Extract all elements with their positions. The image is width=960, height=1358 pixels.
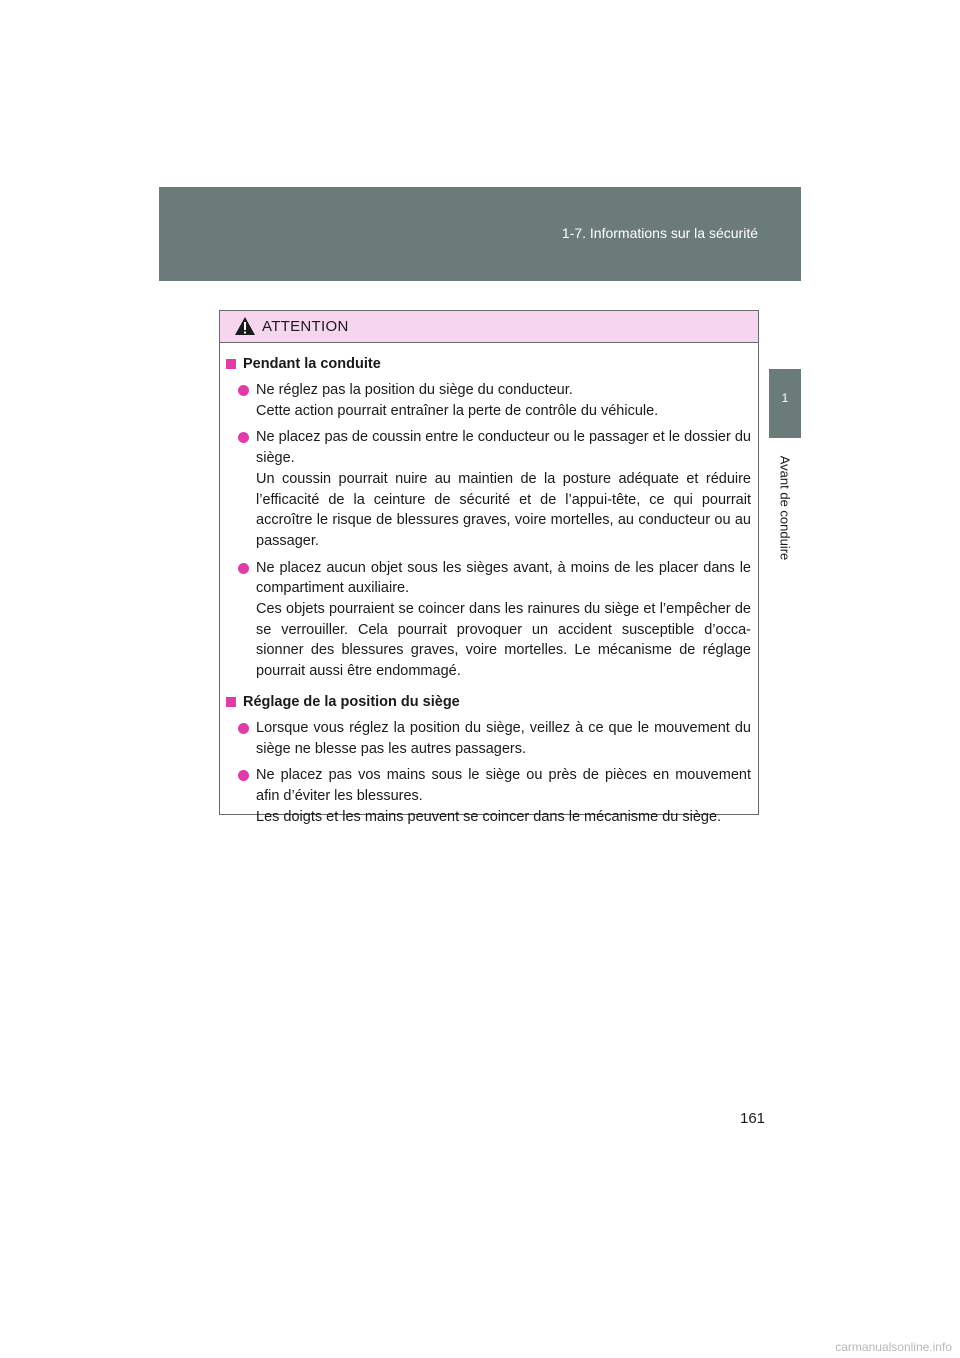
list-item-text: Ne réglez pas la position du siège du conducteur. [256, 382, 573, 398]
round-bullet-icon [238, 385, 249, 396]
warning-content [220, 344, 758, 827]
page-number: 161 [740, 1110, 766, 1127]
round-bullet-icon [238, 563, 249, 574]
section-heading: Pendant la conduite [226, 354, 751, 374]
round-bullet-icon [238, 432, 249, 443]
list-item [226, 380, 751, 421]
list-item-text: Lorsque vous réglez la position du siège, veillez à ce que le mouvement du siège ne blesse pas les autres passagers. [256, 719, 751, 757]
warning-header [220, 311, 758, 343]
round-bullet-icon [238, 770, 249, 781]
list-item-text: Ne placez pas vos mains sous le siège ou près de pièces en mouvement afin d’éviter les blessures. [256, 767, 751, 804]
chapter-side-tab [769, 369, 801, 438]
chapter-title: 1-7. Informations sur la sécurité [561, 225, 758, 241]
square-bullet-icon [226, 359, 236, 369]
list-item-text: Cette action pourrait entraîner la perte de contrôle du véhicule. [256, 402, 659, 419]
chapter-side-label: Avant de conduire [777, 455, 793, 561]
list-item-text: Ces objets pourraient se coincer dans les rainures du siège et l’empêcher de se verrouiller. Cela pourrait provoquer un accident susceptible d’occa-sionner des blessures graves, voire mortelles. Le mécanisme de réglage pourrait aussi être endommagé. [256, 601, 751, 680]
list-item-text: Ne placez aucun objet sous les sièges avant, à moins de les placer dans le compartiment auxiliaire. [256, 559, 751, 597]
list-item [226, 765, 751, 827]
round-bullet-icon [238, 723, 249, 734]
warning-box [219, 310, 759, 825]
list-item [226, 718, 751, 759]
square-bullet-icon [226, 697, 236, 707]
watermark: carmanualsonline.info [835, 1340, 952, 1354]
list-item-text: Un coussin pourrait nuire au maintien de la posture adéquate et réduire l’efficacité de la ceinture de sécurité et de l’appui-tête, ce qui pourrait accroître le risque de blessures graves, voire mortelles, au conducteur ou au passager. [256, 470, 751, 549]
warning-title: ATTENTION [262, 318, 349, 335]
chapter-header-band [159, 187, 801, 281]
list-item [226, 558, 751, 682]
chapter-number: 1 [781, 391, 789, 405]
list-item-text: Les doigts et les mains peuvent se coincer dans le mécanisme du siège. [256, 808, 722, 825]
warning-triangle-icon [234, 316, 256, 336]
list-item [226, 427, 751, 551]
list-item-text: Ne placez pas de coussin entre le conducteur ou le passager et le dossier du siège. [256, 429, 751, 467]
section-heading: Réglage de la position du siège [226, 692, 751, 712]
